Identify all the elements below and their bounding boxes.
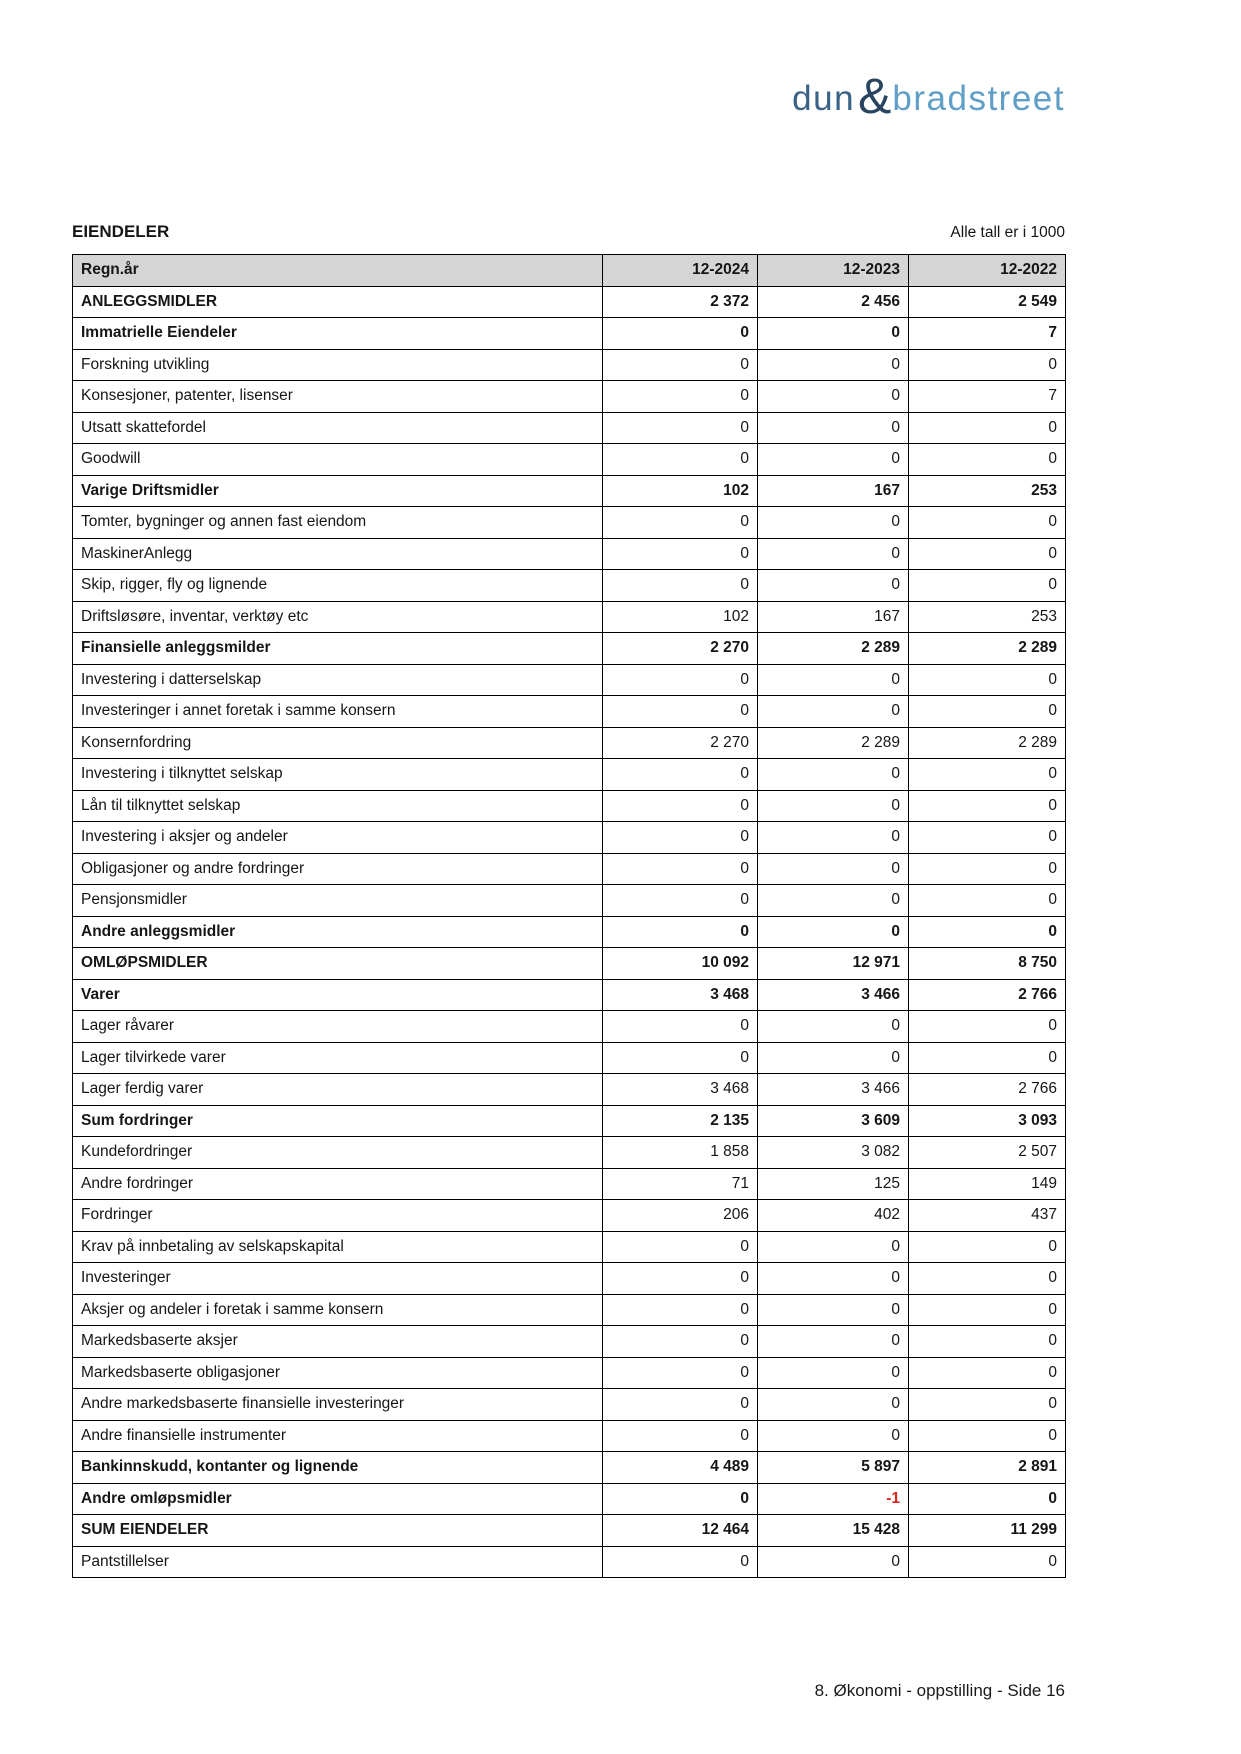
row-value: 2 289 [758,727,909,759]
row-value: 0 [758,1011,909,1043]
row-value: 15 428 [758,1515,909,1547]
row-value: 0 [603,1357,758,1389]
logo-text-bradstreet: bradstreet [892,79,1065,118]
table-row [73,570,1066,602]
row-value: 102 [603,475,758,507]
row-value: 2 507 [909,1137,1066,1169]
row-value: 0 [758,1263,909,1295]
table-row [73,318,1066,350]
table-row [73,979,1066,1011]
row-label: SUM EIENDELER [73,1515,603,1547]
table-row [73,381,1066,413]
table-row [73,1200,1066,1232]
table-row [73,286,1066,318]
table-header-bar [72,222,1065,242]
row-label: Lager tilvirkede varer [73,1042,603,1074]
row-value: 125 [758,1168,909,1200]
row-value: 0 [758,1357,909,1389]
row-label: Markedsbaserte obligasjoner [73,1357,603,1389]
row-value: 167 [758,475,909,507]
row-value: 437 [909,1200,1066,1232]
row-value: 0 [909,664,1066,696]
row-value: 0 [603,1420,758,1452]
row-value: 253 [909,601,1066,633]
row-value: 0 [758,1420,909,1452]
row-label: Andre markedsbaserte finansielle investeringer [73,1389,603,1421]
row-label: Andre anleggsmidler [73,916,603,948]
table-header-row [73,255,1066,287]
table-row [73,1263,1066,1295]
row-label: Konsernfordring [73,727,603,759]
row-label: Pensjonsmidler [73,885,603,917]
row-label: Krav på innbetaling av selskapskapital [73,1231,603,1263]
row-label: Investeringer [73,1263,603,1295]
row-label: Bankinnskudd, kontanter og lignende [73,1452,603,1484]
row-value: 4 489 [603,1452,758,1484]
table-row [73,349,1066,381]
row-value: 3 082 [758,1137,909,1169]
row-value: 0 [603,507,758,539]
row-value: 0 [909,1357,1066,1389]
row-label: Andre omløpsmidler [73,1483,603,1515]
row-label: Driftsløsøre, inventar, verktøy etc [73,601,603,633]
row-label: Konsesjoner, patenter, lisenser [73,381,603,413]
row-value: 0 [603,822,758,854]
row-value: 3 468 [603,1074,758,1106]
row-value: 2 372 [603,286,758,318]
row-value: 402 [758,1200,909,1232]
row-value: 0 [758,570,909,602]
row-value: 0 [603,1483,758,1515]
row-value: 0 [758,1546,909,1578]
row-value: 0 [909,538,1066,570]
row-value: 0 [758,853,909,885]
row-label: Skip, rigger, fly og lignende [73,570,603,602]
row-label: Finansielle anleggsmilder [73,633,603,665]
row-value: 0 [603,1042,758,1074]
row-label: Investering i datterselskap [73,664,603,696]
row-value: 0 [909,1231,1066,1263]
row-value: 0 [758,916,909,948]
row-value: 0 [909,916,1066,948]
page-footer: 8. Økonomi - oppstilling - Side 16 [814,1681,1065,1700]
table-row [73,664,1066,696]
row-value: 11 299 [909,1515,1066,1547]
row-value: 0 [603,412,758,444]
row-label: Tomter, bygninger og annen fast eiendom [73,507,603,539]
table-row [73,1074,1066,1106]
row-label: Lager ferdig varer [73,1074,603,1106]
row-value: 3 468 [603,979,758,1011]
row-value: 167 [758,601,909,633]
row-label: Varer [73,979,603,1011]
table-row [73,948,1066,980]
row-value: 0 [603,853,758,885]
logo-ampersand-icon: & [858,68,892,124]
column-header-period: 12-2024 [603,255,758,287]
row-value: 0 [909,1420,1066,1452]
row-value: 0 [909,1546,1066,1578]
row-value: 0 [758,1389,909,1421]
row-value: 2 549 [909,286,1066,318]
row-value: 0 [758,349,909,381]
table-row [73,790,1066,822]
row-value: 0 [603,664,758,696]
row-value: 0 [758,759,909,791]
row-value: 0 [758,664,909,696]
table-row [73,1420,1066,1452]
dun-bradstreet-logo [792,64,1065,122]
row-value: 0 [909,1294,1066,1326]
table-row [73,633,1066,665]
row-value: 5 897 [758,1452,909,1484]
row-value: 2 270 [603,633,758,665]
row-value: 0 [909,1326,1066,1358]
row-value: 1 858 [603,1137,758,1169]
row-label: Andre fordringer [73,1168,603,1200]
row-value: 2 766 [909,1074,1066,1106]
row-label: Obligasjoner og andre fordringer [73,853,603,885]
row-label: Lån til tilknyttet selskap [73,790,603,822]
row-value: 0 [603,916,758,948]
row-value: 0 [603,885,758,917]
row-label: Andre finansielle instrumenter [73,1420,603,1452]
row-value: 2 289 [758,633,909,665]
table-row [73,412,1066,444]
row-value: 0 [909,696,1066,728]
row-value: 0 [758,1231,909,1263]
row-value: 0 [758,1326,909,1358]
row-value: 0 [603,1546,758,1578]
row-value: 0 [603,538,758,570]
row-value: 2 135 [603,1105,758,1137]
row-value: 0 [603,570,758,602]
row-value: 0 [909,412,1066,444]
row-value: 0 [603,444,758,476]
row-value: 2 456 [758,286,909,318]
row-value: 0 [758,790,909,822]
row-label: ANLEGGSMIDLER [73,286,603,318]
column-header-label: Regn.år [73,255,603,287]
row-label: Investeringer i annet foretak i samme konsern [73,696,603,728]
row-value: 7 [909,318,1066,350]
row-label: Goodwill [73,444,603,476]
row-value: 12 464 [603,1515,758,1547]
row-value: 0 [758,318,909,350]
table-row [73,1389,1066,1421]
table-row [73,1168,1066,1200]
row-value: 0 [909,444,1066,476]
row-value: 0 [758,696,909,728]
table-row [73,759,1066,791]
table-row [73,1294,1066,1326]
row-value: 7 [909,381,1066,413]
row-value: 0 [909,507,1066,539]
row-value: 0 [909,1042,1066,1074]
row-value: 0 [603,1326,758,1358]
row-value: 2 289 [909,633,1066,665]
row-value: 0 [909,885,1066,917]
row-value: 0 [909,349,1066,381]
row-label: Forskning utvikling [73,349,603,381]
row-value: 0 [909,790,1066,822]
row-value: 0 [758,1294,909,1326]
row-value: -1 [758,1483,909,1515]
row-value: 2 891 [909,1452,1066,1484]
row-label: Investering i tilknyttet selskap [73,759,603,791]
row-value: 0 [603,759,758,791]
table-body [73,286,1066,1578]
row-value: 0 [909,1011,1066,1043]
row-value: 8 750 [909,948,1066,980]
row-value: 3 466 [758,979,909,1011]
row-value: 0 [758,822,909,854]
table-row [73,885,1066,917]
row-label: Aksjer og andeler i foretak i samme konsern [73,1294,603,1326]
table-row [73,696,1066,728]
row-value: 0 [758,381,909,413]
table-row [73,475,1066,507]
table-row [73,1326,1066,1358]
row-value: 0 [758,538,909,570]
row-value: 206 [603,1200,758,1232]
row-value: 3 093 [909,1105,1066,1137]
row-value: 0 [603,349,758,381]
row-value: 0 [758,885,909,917]
row-label: Markedsbaserte aksjer [73,1326,603,1358]
row-value: 0 [603,1389,758,1421]
row-label: Varige Driftsmidler [73,475,603,507]
row-value: 0 [758,444,909,476]
row-value: 0 [909,822,1066,854]
table-row [73,727,1066,759]
row-value: 2 289 [909,727,1066,759]
row-value: 0 [909,759,1066,791]
row-value: 3 466 [758,1074,909,1106]
row-value: 0 [603,318,758,350]
table-head [73,255,1066,287]
row-value: 0 [758,412,909,444]
row-value: 0 [603,696,758,728]
row-label: Kundefordringer [73,1137,603,1169]
row-label: Pantstillelser [73,1546,603,1578]
row-value: 12 971 [758,948,909,980]
row-label: OMLØPSMIDLER [73,948,603,980]
table-row [73,1042,1066,1074]
row-value: 2 270 [603,727,758,759]
table-row [73,1105,1066,1137]
row-value: 0 [909,1263,1066,1295]
table-row [73,1137,1066,1169]
row-value: 0 [603,1231,758,1263]
logo-text-dun: dun [792,79,856,118]
table-row [73,1011,1066,1043]
row-value: 0 [909,1389,1066,1421]
table-row [73,538,1066,570]
table-row [73,822,1066,854]
row-value: 0 [603,790,758,822]
table-row [73,601,1066,633]
row-value: 0 [603,1011,758,1043]
row-value: 0 [909,570,1066,602]
row-label: Lager råvarer [73,1011,603,1043]
row-value: 0 [758,507,909,539]
row-value: 0 [603,1294,758,1326]
table-row [73,916,1066,948]
balance-sheet-table [72,254,1066,1578]
table-row [73,1231,1066,1263]
column-header-period: 12-2022 [909,255,1066,287]
row-value: 0 [758,1042,909,1074]
table-row [73,853,1066,885]
row-value: 0 [909,1483,1066,1515]
row-value: 3 609 [758,1105,909,1137]
row-label: Investering i aksjer og andeler [73,822,603,854]
table-row [73,1357,1066,1389]
page-title: EIENDELER [72,222,170,241]
table-row [73,1515,1066,1547]
table-row [73,1452,1066,1484]
row-value: 71 [603,1168,758,1200]
table-row [73,1546,1066,1578]
row-value: 0 [603,1263,758,1295]
row-label: Sum fordringer [73,1105,603,1137]
table-row [73,444,1066,476]
row-value: 253 [909,475,1066,507]
table-row [73,507,1066,539]
row-value: 0 [603,381,758,413]
row-label: MaskinerAnlegg [73,538,603,570]
row-label: Immatrielle Eiendeler [73,318,603,350]
units-note: Alle tall er i 1000 [950,224,1065,241]
row-value: 102 [603,601,758,633]
row-label: Fordringer [73,1200,603,1232]
row-value: 2 766 [909,979,1066,1011]
table-row [73,1483,1066,1515]
row-value: 10 092 [603,948,758,980]
row-value: 149 [909,1168,1066,1200]
row-label: Utsatt skattefordel [73,412,603,444]
row-value: 0 [909,853,1066,885]
column-header-period: 12-2023 [758,255,909,287]
